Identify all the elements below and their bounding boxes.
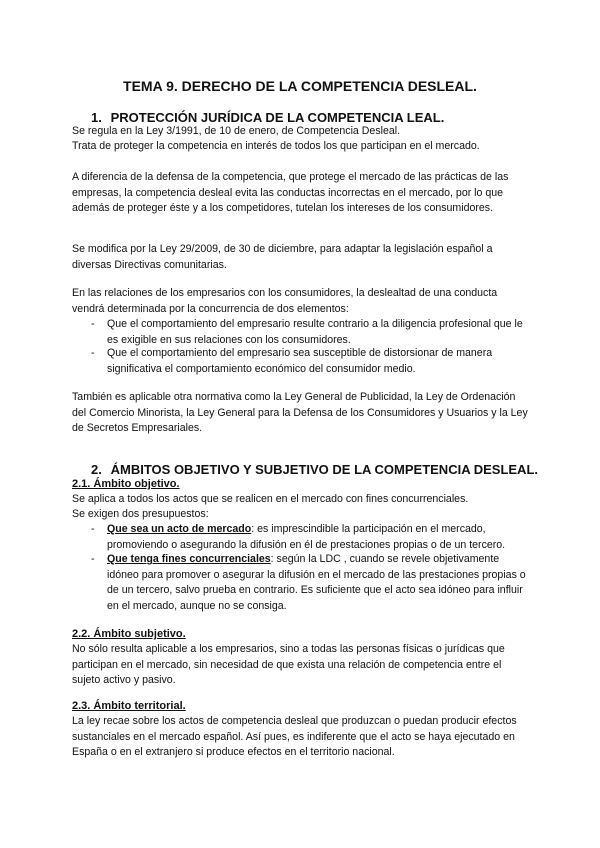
subsection-2-3-heading: 2.3. Ámbito territorial. — [72, 700, 186, 712]
bullet-dash: - — [91, 523, 95, 535]
section-1-number: 1. — [91, 110, 102, 125]
s2-1-bullet-2-text: : según la LDC , cuando se revele objetivamente idóneo para promover o asegurar la difusión en el mercado de las prestaciones propias o de un tercero, salvo prueba en contrario. Es suficiente que el acto sea idóneo para influir en el mercado, aunque no se consiga. — [107, 553, 526, 612]
s2-1-bullet-1-bold: Que sea un acto de mercado — [107, 523, 252, 535]
subsection-2-1-heading: 2.1. Ámbito objetivo. — [72, 478, 180, 490]
document-title: TEMA 9. DERECHO DE LA COMPETENCIA DESLEAL. — [123, 78, 477, 94]
bullet-dash: - — [91, 318, 95, 330]
s2-1-bullet-1 — [107, 522, 532, 553]
section-1-title: PROTECCIÓN JURÍDICA DE LA COMPETENCIA LEAL. — [110, 110, 445, 125]
s1-paragraph-3: Se modifica por la Ley 29/2009, de 30 de diciembre, para adaptar la legislación español a diversas Directivas comunitarias. — [72, 243, 493, 271]
s1-paragraph-2: A diferencia de la defensa de la competencia, que protege el mercado de las prácticas de las empresas, la competencia desleal evita las conductas incorrectas en el mercado, por lo que además de proteger éste y a los competidores, tutelan los intereses de los consumidores. — [72, 171, 509, 214]
s2-3-text: La ley recae sobre los actos de competencia desleal que produzcan o puedan producir efectos sustanciales en el mercado español. Así pues, es indiferente que el acto se haya ejecutado en España o en el extranjero si produce efectos en el territorio nacional. — [72, 715, 517, 758]
s2-2-text: No sólo resulta aplicable a los empresarios, sino a todas las personas físicas o jurídicas que participan en el mercado, sin necesidad de que exista una relación de competencia entre el sujeto activo y pasivo. — [72, 643, 505, 686]
s1-paragraph-4: En las relaciones de los empresarios con los consumidores, la deslealtad de una conducta vendrá determinada por la concurrencia de dos elementos: — [72, 287, 498, 315]
s1-bullet-1: Que el comportamiento del empresario resulte contrario a la diligencia profesional que le es exigible en sus relaciones con los consumidores. — [107, 318, 523, 346]
s2-1-line-2: Se exigen dos presupuestos: — [72, 508, 209, 520]
s2-1-line-1: Se aplica a todos los actos que se realicen en el mercado con fines concurrenciales. — [72, 493, 469, 505]
section-2-title: ÁMBITOS OBJETIVO Y SUBJETIVO DE LA COMPETENCIA DESLEAL. — [110, 462, 538, 477]
section-1-heading — [91, 110, 444, 125]
s2-1-bullet-1-text: : es imprescindible la participación en el mercado, promoviendo o asegurando la difusión en él de prestaciones propias o de un tercero. — [107, 523, 506, 551]
s2-1-bullet-2 — [107, 552, 532, 614]
section-2-number: 2. — [91, 462, 102, 477]
s1-paragraph-5: También es aplicable otra normativa como la Ley General de Publicidad, la Ley de Ordenación del Comercio Minorista, la Ley General para la Defensa de los Consumidores y Usuarios y la Ley de Secretos Empresariales. — [72, 391, 528, 434]
s2-1-bullet-2-bold: Que tenga fines concurrenciales — [107, 553, 271, 565]
bullet-dash: - — [91, 553, 95, 565]
section-2-heading — [91, 462, 538, 477]
s1-bullet-2: Que el comportamiento del empresario sea susceptible de distorsionar de manera significativa el comportamiento económico del consumidor medio. — [107, 347, 493, 375]
subsection-2-2-heading: 2.2. Ámbito subjetivo. — [72, 628, 186, 640]
s1-line-2: Trata de proteger la competencia en interés de todos los que participan en el mercado. — [72, 140, 480, 152]
s1-line-1: Se regula en la Ley 3/1991, de 10 de enero, de Competencia Desleal. — [72, 125, 401, 137]
bullet-dash: - — [91, 347, 95, 359]
